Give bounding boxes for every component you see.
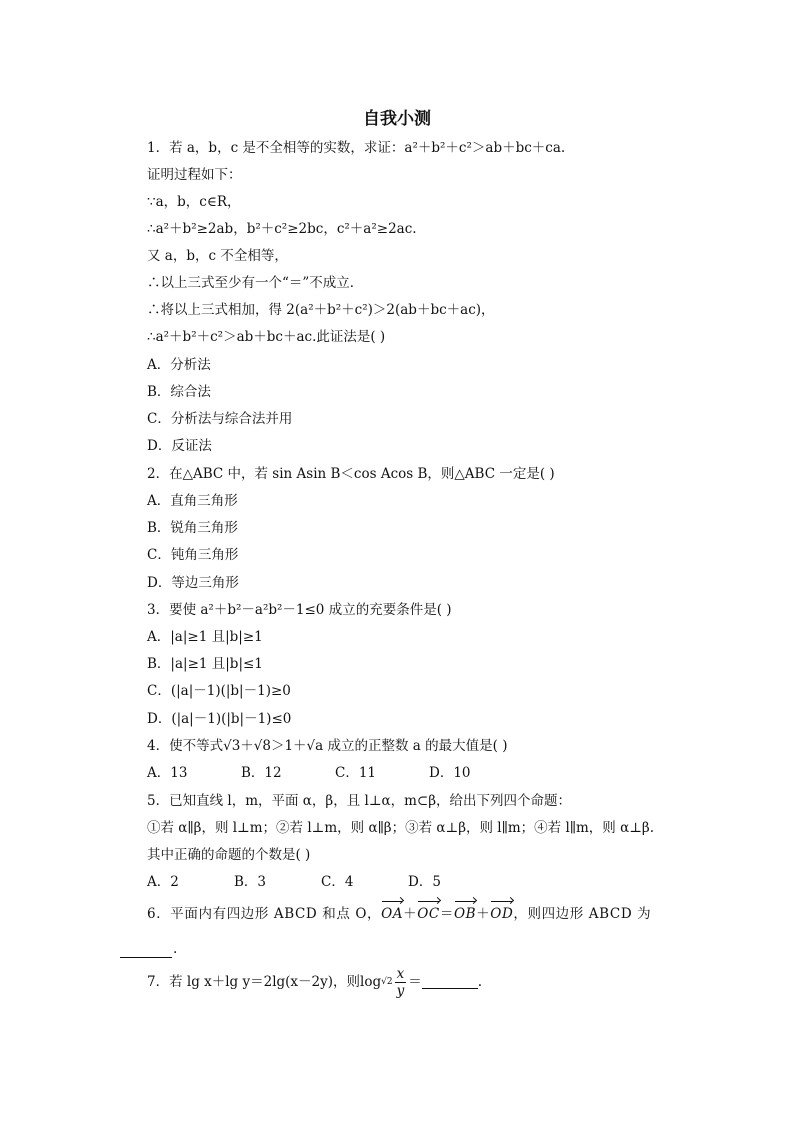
q7-end: . — [477, 974, 483, 990]
q2-option-a: A．直角三角形 — [147, 493, 238, 509]
q1-proof-line: ∴a²＋b²＋c²＞ab＋bc＋ac.此证法是( ) — [147, 329, 386, 345]
q6-suffix: ，则四边形 ABCD 为 — [513, 906, 652, 922]
q5-option-d: D．5 — [408, 874, 441, 890]
q4-option-b: B．12 — [241, 765, 282, 781]
q1-proof-line: ∴将以上三式相加，得 2(a²＋b²＋c²)＞2(ab＋bc＋ac)， — [147, 302, 495, 318]
q3-option-b: B．|a|≥1 且|b|≤1 — [147, 656, 263, 672]
q7-prefix: 7．若 lg x＋lg y＝2lg(x－2y)，则 — [147, 974, 361, 990]
vector-ob: OB — [453, 906, 477, 922]
q6-end: . — [173, 941, 178, 957]
q3-option-c: C．(|a|－1)(|b|－1)≥0 — [147, 683, 291, 699]
vector-oa: OA — [381, 906, 404, 922]
q7-numerator: x — [396, 965, 405, 982]
q7-denominator: y — [396, 982, 405, 999]
q4-stem: 4．使不等式√3＋√8＞1＋√a 成立的正整数 a 的最大值是( ) — [147, 738, 508, 754]
q1-option-c: C．分析法与综合法并用 — [147, 411, 293, 427]
q1-proof-line: ∴a²＋b²≥2ab，b²＋c²≥2bc，c²＋a²≥2ac. — [147, 221, 417, 237]
q7-fraction — [395, 966, 407, 999]
q3-option-a: A．|a|≥1 且|b|≥1 — [147, 629, 263, 645]
q1-stem: 1．若 a，b，c 是不全相等的实数，求证：a²＋b²＋c²＞ab＋bc＋ca. — [147, 140, 566, 156]
q5-option-c: C．4 — [321, 874, 354, 890]
q5-options — [147, 873, 468, 891]
q5-propositions: ①若 α∥β，则 l⊥m；②若 l⊥m，则 α∥β；③若 α⊥β，则 l∥m；④若 l∥m，则 α⊥β. — [147, 820, 655, 836]
q2-option-b: B．锐角三角形 — [147, 520, 238, 536]
q5-question: 其中正确的命题的个数是( ) — [147, 847, 311, 863]
q7-log-base: √2 — [381, 977, 393, 987]
q4-options — [147, 764, 489, 782]
q3-option-d: D．(|a|－1)(|b|－1)≤0 — [147, 711, 292, 727]
q2-stem: 2．在△ABC 中，若 sin Asin B＜cos Acos B，则△ABC 一定是( ) — [147, 466, 555, 482]
q6-prefix: 6．平面内有四边形 ABCD 和点 O， — [147, 906, 382, 922]
q5-option-b: B．3 — [234, 874, 267, 890]
q2-option-d: D．等边三角形 — [147, 575, 239, 591]
q7-stem — [147, 965, 482, 999]
q1-option-b: B．综合法 — [147, 384, 211, 400]
q7-equals: ＝ — [408, 974, 422, 990]
q4-option-a: A．13 — [147, 765, 188, 781]
q3-stem: 3．要使 a²＋b²－a²b²－1≤0 成立的充要条件是( ) — [147, 602, 452, 618]
q6-stem: 6．平面内有四边形 ABCD 和点 O，OA＋OC＝OB＋OD，则四边形 ABCD 为 — [147, 906, 652, 922]
q4-option-d: D．10 — [429, 765, 471, 781]
q6-answer-blank — [120, 943, 172, 958]
q1-proof-line: 证明过程如下： — [147, 167, 242, 183]
q1-proof-line: ∴以上三式至少有一个“＝”不成立． — [147, 275, 364, 291]
q4-option-c: C．11 — [335, 765, 377, 781]
q1-proof-line: ∵a，b，c∈R， — [147, 194, 241, 210]
q1-option-a: A．分析法 — [147, 357, 211, 373]
page-title: 自我小测 — [363, 109, 431, 129]
vector-oc: OC — [417, 906, 440, 922]
vector-od: OD — [490, 906, 514, 922]
q1-proof-line: 又 a，b，c 不全相等， — [147, 248, 288, 264]
q1-option-d: D．反证法 — [147, 438, 212, 454]
q7-answer-blank — [422, 976, 478, 989]
q7-log: log — [360, 974, 382, 990]
q5-stem: 5．已知直线 l，m，平面 α，β，且 l⊥α，m⊂β，给出下列四个命题： — [147, 793, 572, 809]
q5-option-a: A．2 — [147, 874, 179, 890]
q2-option-c: C．钝角三角形 — [147, 547, 239, 563]
